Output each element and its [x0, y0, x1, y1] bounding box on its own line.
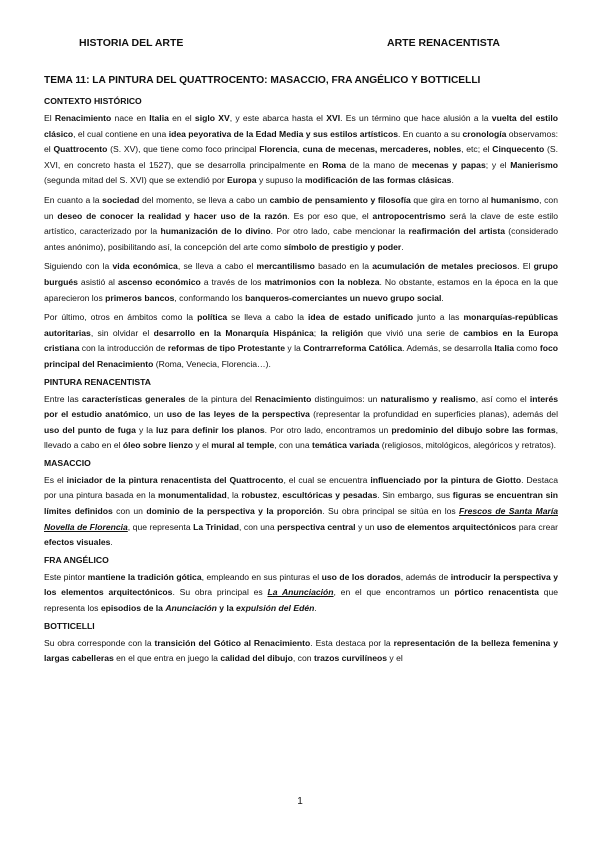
- text-run: La Anunciación: [267, 587, 334, 598]
- text-run: Su obra corresponde con la: [44, 637, 155, 648]
- text-run: . Por otro lado, cabe mencionar la: [270, 226, 409, 237]
- text-run: basado en la: [314, 261, 373, 272]
- text-run: Italia: [494, 343, 515, 354]
- text-run: figuras se encuentran sin límites definidos: [44, 490, 559, 517]
- text-run: ,: [277, 490, 283, 501]
- text-run: XVI: [326, 113, 341, 123]
- text-run: .: [401, 241, 404, 252]
- text-run: Europa: [226, 175, 257, 186]
- text-run: monumentalidad: [158, 490, 227, 501]
- text-run: perspectiva central: [277, 521, 356, 532]
- text-run: vida económica: [112, 261, 178, 272]
- text-run: para crear: [516, 521, 558, 532]
- text-run: Quattrocento: [53, 144, 108, 155]
- text-run: uso del punto de fuga: [44, 424, 136, 435]
- text-run: (representar la profundidad en superficies planas), además del: [309, 409, 558, 420]
- text-run: grupo burgués: [44, 261, 558, 287]
- text-run: . No obstante, estamos en la época en la que aparecieron los: [44, 276, 558, 303]
- text-run: Cinquecento: [492, 144, 545, 155]
- text-run: que representa los: [44, 587, 558, 614]
- section-heading-masaccio: MASACCIO: [44, 457, 91, 468]
- text-run: La Trinidad: [193, 521, 240, 532]
- text-run: naturalismo y realismo: [380, 393, 476, 404]
- text-run: , así como el: [475, 393, 530, 404]
- text-run: , con un: [44, 194, 558, 221]
- text-run: cuna de mecenas, mercaderes, nobles: [302, 144, 462, 155]
- text-run: modificación de las formas clásicas: [304, 175, 452, 186]
- text-run: calidad del dibujo: [220, 653, 293, 664]
- text-run: con un: [112, 506, 147, 517]
- text-run: Renacimiento: [54, 113, 112, 123]
- text-run: . En cuanto a su: [397, 128, 463, 139]
- text-run: (S. XV), que tiene como foco principal: [107, 144, 260, 155]
- text-run: matrimonios con la nobleza: [264, 276, 380, 287]
- text-run: expulsión del Edén: [236, 603, 315, 614]
- text-run: , además de: [400, 571, 451, 582]
- text-run: humanismo: [490, 194, 540, 205]
- text-run: , sin olvidar el: [90, 327, 154, 338]
- text-run: , en el que encontramos un: [333, 587, 455, 598]
- section-heading-contexto: CONTEXTO HISTÓRICO: [44, 96, 142, 106]
- section-heading-botticelli: BOTTICELLI: [44, 620, 95, 631]
- document-title: TEMA 11: LA PINTURA DEL QUATTROCENTO: MASACCIO, FRA ANGÉLICO Y BOTTICELLI: [44, 75, 481, 86]
- text-run: siglo XV: [194, 113, 230, 123]
- text-run: y el: [193, 440, 212, 451]
- text-run: Florencia: [259, 144, 298, 155]
- text-run: , y este abarca hasta el: [229, 113, 327, 123]
- text-run: , la: [226, 490, 242, 501]
- text-run: predominio del dibujo sobre las formas: [391, 424, 556, 435]
- text-run: y un: [355, 521, 377, 532]
- paragraph: [44, 636, 558, 667]
- text-run: ,: [297, 144, 303, 155]
- text-run: (religiosos, mitológicos, alegóricos y retratos).: [379, 440, 557, 451]
- text-run: humanización de lo divino: [160, 226, 271, 237]
- text-run: , el cual se encuentra: [283, 474, 371, 485]
- page-number: 1: [297, 796, 303, 807]
- paragraph: [44, 473, 558, 551]
- text-run: ;: [313, 327, 321, 338]
- text-run: como: [514, 343, 540, 354]
- text-run: deseo de conocer la realidad y hacer uso de la razón: [57, 210, 288, 221]
- text-run: (considerado antes anónimo), posibilitando así, la concepción del arte como: [44, 226, 558, 252]
- text-run: mercantilismo: [256, 261, 315, 272]
- text-run: foco principal del Renacimiento: [44, 343, 559, 369]
- text-run: representación de la belleza femenina y largas cabelleras: [44, 637, 559, 664]
- text-run: dominio de la perspectiva y la proporción: [146, 506, 323, 517]
- text-run: Entre las: [44, 393, 82, 404]
- paragraph: [44, 570, 558, 617]
- text-run: introducir la perspectiva y los elementos arquitectónicos: [44, 571, 559, 598]
- text-run: , empleando en sus pinturas el: [201, 571, 322, 582]
- text-run: reafirmación del artista: [408, 226, 505, 237]
- text-run: vuelta del estilo clásico: [44, 113, 559, 139]
- text-run: primeros bancos: [105, 292, 175, 303]
- text-run: Este pintor: [44, 571, 88, 582]
- header-subject: HISTORIA DEL ARTE: [79, 37, 184, 49]
- text-run: Roma: [322, 159, 347, 170]
- text-run: uso de los dorados: [321, 571, 401, 582]
- text-run: . Sin embargo, sus: [377, 490, 453, 501]
- text-run: . Además, se desarrolla: [402, 343, 495, 354]
- text-run: episodios de la: [100, 603, 166, 614]
- section-heading-fra-angelico: FRA ANGÉLICO: [44, 554, 109, 565]
- text-run: Por último, otros en ámbitos como la: [44, 312, 198, 323]
- text-run: y el: [387, 653, 403, 664]
- text-run: . Su obra principal se sitúa en los: [322, 506, 460, 517]
- header-topic: ARTE RENACENTISTA: [387, 37, 500, 49]
- text-run: luz para definir los planos: [156, 424, 265, 435]
- text-run: , con: [292, 653, 314, 664]
- text-run: y la: [216, 603, 237, 614]
- text-run: temática variada: [312, 440, 380, 451]
- text-run: sociedad: [102, 194, 140, 205]
- text-run: robustez: [241, 490, 278, 501]
- text-run: Es el: [44, 474, 67, 485]
- text-run: política: [197, 312, 228, 323]
- text-run: . Es por eso que, el: [287, 210, 373, 221]
- text-run: distinguimos: un: [311, 393, 381, 404]
- text-run: idea de estado unificado: [307, 312, 414, 323]
- text-run: Contrarreforma Católica: [303, 343, 403, 354]
- text-run: monarquías-repúblicas autoritarias: [44, 312, 559, 338]
- text-run: idea peyorativa de la Edad Media y sus estilos artísticos: [168, 128, 398, 139]
- document-body: [44, 75, 558, 671]
- text-run: (S. XVI, en concreto hasta el 1527), que se desarrolla principalmente en: [44, 144, 559, 170]
- text-run: transición del Gótico al Renacimiento: [154, 637, 311, 648]
- text-run: efectos visuales: [44, 537, 111, 548]
- text-run: cambios en la Europa cristiana: [44, 327, 558, 354]
- text-run: escultóricas y pesadas: [282, 490, 378, 501]
- text-run: y la: [284, 343, 304, 354]
- text-run: (segunda mitad del S. XVI) que se extendió por: [44, 175, 227, 186]
- text-run: Frescos de Santa María Novella de Florencia: [44, 506, 558, 532]
- text-run: junto a las: [413, 312, 464, 323]
- text-run: , que representa: [127, 521, 194, 532]
- text-run: símbolo de prestigio y poder: [283, 241, 402, 252]
- paragraph: [44, 111, 558, 189]
- text-run: . Es un término que hace alusión a la: [340, 113, 492, 123]
- text-run: interés por el estudio anatómico: [44, 393, 559, 420]
- paragraph: [44, 193, 558, 255]
- text-run: En cuanto a la: [44, 194, 103, 205]
- text-run: observamos: el: [44, 128, 559, 155]
- text-run: trazos curvilíneos: [313, 653, 388, 664]
- text-run: será la clave de este estilo artístico, caracterizado por la: [44, 210, 558, 237]
- text-run: con la introducción de: [79, 343, 168, 354]
- text-run: de la mano de: [346, 159, 412, 170]
- paragraph: [44, 310, 558, 372]
- text-run: . Por otro lado, encontramos un: [264, 424, 392, 435]
- text-run: acumulación de metales preciosos: [372, 261, 518, 272]
- text-run: del momento, se lleva a cabo un: [139, 194, 270, 205]
- text-run: ; y el: [485, 159, 511, 170]
- text-run: . Destaca por una pintura basada en la: [44, 474, 558, 501]
- text-run: reformas de tipo Protestante: [167, 343, 285, 354]
- text-run: ascenso económico: [117, 276, 201, 287]
- text-run: , se lleva a cabo el: [177, 261, 257, 272]
- text-run: a través de los: [200, 276, 265, 287]
- text-run: .: [314, 603, 317, 614]
- text-run: desarrollo en la Monarquía Hispánica: [153, 327, 314, 338]
- text-run: uso de elementos arquitectónicos: [376, 521, 517, 532]
- text-run: de la pintura del: [185, 393, 256, 404]
- text-run: se lleva a cabo la: [227, 312, 308, 323]
- text-run: cronología: [462, 128, 507, 139]
- text-run: Anunciación: [165, 603, 217, 614]
- section-heading-pintura: PINTURA RENACENTISTA: [44, 376, 151, 387]
- text-run: banqueros-comerciantes un nuevo grupo social: [245, 292, 442, 303]
- text-run: .: [441, 292, 444, 303]
- text-run: uso de las leyes de la perspectiva: [166, 409, 310, 420]
- text-run: , con una: [274, 440, 312, 451]
- text-run: Manierismo: [510, 159, 558, 170]
- page-header: [0, 37, 600, 53]
- text-run: iniciador de la pintura renacentista del Quattrocento: [66, 474, 284, 485]
- text-run: la religión: [320, 327, 364, 338]
- text-run: y supuso la: [256, 175, 305, 186]
- text-run: pórtico renacentista: [454, 587, 539, 598]
- text-run: influenciado por la pintura de Giotto: [370, 474, 522, 485]
- text-run: , etc; el: [461, 144, 493, 155]
- text-run: , el cual contiene en una: [73, 128, 169, 139]
- text-run: que vivió una serie de: [363, 327, 464, 338]
- text-run: Renacimiento: [255, 393, 312, 404]
- text-run: mural al temple: [211, 440, 275, 451]
- text-run: .: [451, 175, 454, 186]
- text-run: . Su obra principal es: [172, 587, 268, 598]
- text-run: características generales: [81, 393, 186, 404]
- text-run: mantiene la tradición gótica: [87, 571, 202, 582]
- text-run: , conformando los: [174, 292, 246, 303]
- paragraph: [44, 259, 558, 306]
- text-run: .: [110, 537, 113, 548]
- text-run: , llevado a cabo en el: [44, 424, 558, 451]
- text-run: cambio de pensamiento y filosofía: [269, 194, 411, 205]
- text-run: asistió al: [77, 276, 118, 287]
- text-run: . Esta destaca por la: [310, 637, 394, 648]
- text-run: que gira en torno al: [410, 194, 491, 205]
- text-run: en el que entra en juego la: [113, 653, 221, 664]
- text-run: . El: [517, 261, 534, 272]
- text-run: El: [44, 113, 55, 123]
- text-run: , con una: [239, 521, 278, 532]
- text-run: (Roma, Venecia, Florencia…).: [153, 358, 271, 369]
- text-run: en el: [168, 113, 195, 123]
- text-run: Italia: [149, 113, 169, 123]
- text-run: y la: [135, 424, 157, 435]
- text-run: óleo sobre lienzo: [122, 440, 194, 451]
- text-run: Siguiendo con la: [44, 261, 113, 272]
- text-run: , un: [148, 409, 167, 420]
- text-run: mecenas y papas: [411, 159, 486, 170]
- text-run: nace en: [111, 113, 150, 123]
- text-run: antropocentrismo: [372, 210, 446, 221]
- paragraph: [44, 392, 558, 454]
